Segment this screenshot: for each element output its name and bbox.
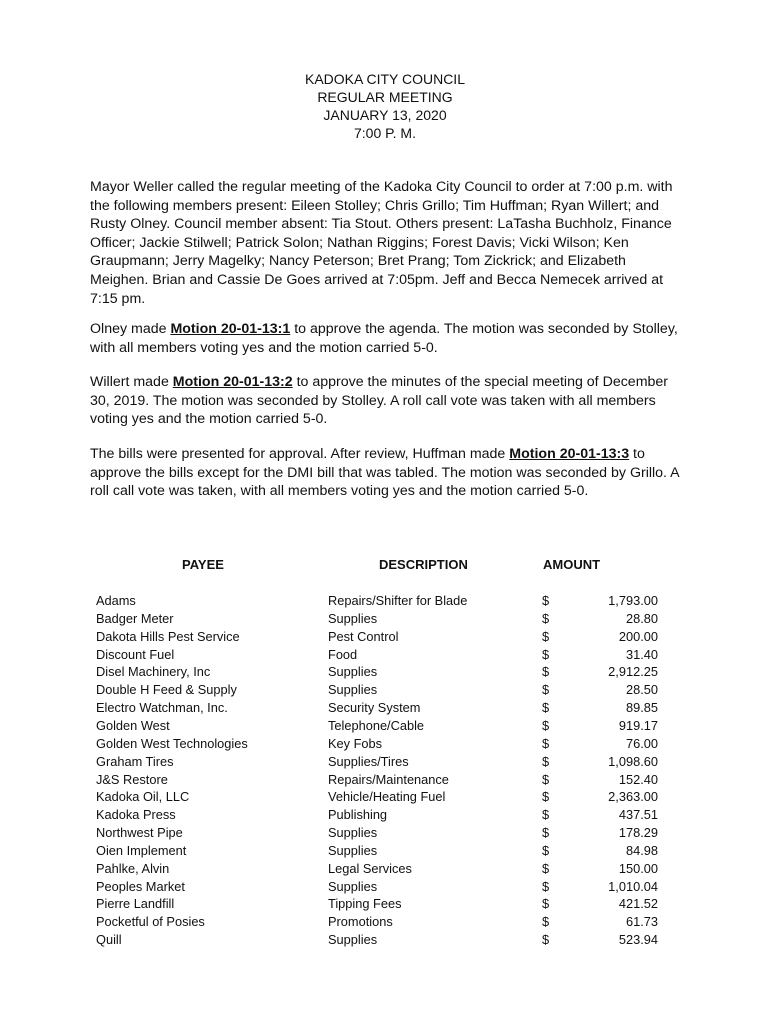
amount-cell: 28.80 (625, 610, 658, 626)
currency-symbol: $ (542, 700, 550, 716)
description-cell: Supplies (328, 610, 378, 626)
description-cell: Supplies (328, 682, 378, 698)
motion-2-number: Motion 20-01-13:2 (172, 374, 293, 390)
table-row (0, 806, 770, 824)
amount-cell: 1,793.00 (608, 593, 658, 608)
amount-cell: 919.17 (618, 717, 658, 733)
amount-column-header: AMOUNT (543, 557, 601, 572)
amount-cell: 61.73 (625, 914, 658, 930)
amount-cell: 2,912.25 (608, 664, 658, 680)
payee-cell: Quill (96, 932, 122, 948)
currency-symbol: $ (542, 932, 550, 948)
payee-cell: Oien Implement (96, 842, 187, 858)
meeting-time: 7:00 P. M. (353, 125, 416, 141)
description-cell: Legal Services (328, 860, 412, 876)
motion-2-paragraph (90, 373, 680, 429)
payee-cell: Golden West Technologies (96, 735, 248, 751)
payee-cell: Peoples Market (96, 878, 185, 894)
payee-cell: Adams (96, 593, 136, 608)
table-row (0, 717, 770, 735)
currency-symbol: $ (542, 914, 550, 930)
description-cell: Supplies (328, 932, 378, 948)
payee-cell: Kadoka Press (96, 807, 176, 823)
description-cell: Supplies/Tires (328, 753, 409, 769)
payee-cell: J&S Restore (96, 771, 168, 787)
currency-symbol: $ (542, 842, 550, 858)
table-row (0, 895, 770, 913)
meeting-title: REGULAR MEETING (317, 89, 453, 105)
amount-cell: 150.00 (618, 860, 658, 876)
currency-symbol: $ (542, 593, 550, 608)
currency-symbol: $ (542, 646, 550, 662)
description-cell: Pest Control (328, 628, 399, 644)
amount-cell: 152.40 (618, 771, 658, 787)
motion-3-number: Motion 20-01-13:3 (509, 446, 630, 462)
payee-cell: Badger Meter (96, 610, 174, 626)
amount-cell: 178.29 (618, 825, 658, 841)
payee-cell: Pocketful of Posies (96, 914, 205, 930)
description-cell: Publishing (328, 807, 388, 823)
org-title: KADOKA CITY COUNCIL (304, 71, 465, 87)
attendance-paragraph: Mayor Weller called the regular meeting of the Kadoka City Council to order at 7:00 p.m. with the following members present: Eileen Stolley; Chris Grillo; Tim Huffman; Ryan Willert; and Rusty Olney. Council member absent: Tia Stout. Others present: LaTasha Buchholz, Finance Officer; Jackie Stilwell; Patrick Solon; Nathan Riggins; Forest Davis; Vicki Wilson; Ken Graupmann; Jerry Magelky; Nancy Peterson; Bret Prang; Tom Zickrick; and Elizabeth Meighen. Brian and Cassie De Goes arrived at 7:05pm. Jeff and Becca Nemecek arrived at 7:15 pm. (90, 179, 673, 307)
payee-cell: Double H Feed & Supply (96, 682, 237, 698)
table-row (0, 878, 770, 896)
table-row (0, 735, 770, 753)
description-cell: Telephone/Cable (328, 717, 425, 733)
motion-3-text: to approve the bills except for the DMI bill that was tabled. The motion was seconded by Grillo. A roll call vote was taken, with all members voting yes and the motion carried 5-0. (90, 446, 679, 500)
table-row (0, 913, 770, 931)
payee-cell: Graham Tires (96, 753, 174, 769)
payee-cell: Golden West (96, 717, 170, 733)
motion-1-intro: Olney made (90, 321, 171, 337)
amount-cell: 437.51 (618, 807, 658, 823)
amount-cell: 89.85 (625, 700, 658, 716)
description-cell: Supplies (328, 825, 378, 841)
description-cell: Supplies (328, 842, 378, 858)
amount-cell: 523.94 (618, 932, 658, 948)
motion-2-text: to approve the minutes of the special meeting of December 30, 2019. The motion was seconded by Stolley. A roll call vote was taken with all members voting yes and the motion carried 5-0. (90, 374, 669, 428)
payee-cell: Pierre Landfill (96, 896, 175, 912)
description-cell: Promotions (328, 914, 393, 930)
payee-cell: Electro Watchman, Inc. (96, 700, 228, 716)
currency-symbol: $ (542, 878, 550, 894)
currency-symbol: $ (542, 664, 550, 680)
motion-2-intro: Willert made (90, 374, 173, 390)
currency-symbol: $ (542, 896, 550, 912)
table-row (0, 788, 770, 806)
document-header (0, 70, 770, 142)
payee-column-header: PAYEE (182, 557, 224, 572)
description-cell: Food (328, 646, 358, 662)
description-cell: Vehicle/Heating Fuel (328, 789, 446, 805)
table-row (0, 628, 770, 646)
amount-cell: 31.40 (625, 646, 658, 662)
table-row (0, 610, 770, 628)
currency-symbol: $ (542, 825, 550, 841)
payee-cell: Pahlke, Alvin (96, 860, 170, 876)
table-row (0, 860, 770, 878)
description-column-header: DESCRIPTION (379, 557, 468, 572)
amount-cell: 1,098.60 (608, 753, 658, 769)
amount-cell: 28.50 (625, 682, 658, 698)
currency-symbol: $ (542, 789, 550, 805)
table-row (0, 931, 770, 949)
payee-cell: Kadoka Oil, LLC (96, 789, 190, 805)
amount-cell: 84.98 (625, 842, 658, 858)
currency-symbol: $ (542, 735, 550, 751)
table-row (0, 753, 770, 771)
motion-1-number: Motion 20-01-13:1 (170, 321, 291, 337)
description-cell: Repairs/Shifter for Blade (328, 593, 468, 608)
payee-cell: Northwest Pipe (96, 825, 183, 841)
payee-cell: Disel Machinery, Inc (96, 664, 211, 680)
table-row (0, 663, 770, 681)
currency-symbol: $ (542, 628, 550, 644)
table-row (0, 699, 770, 717)
currency-symbol: $ (542, 771, 550, 787)
currency-symbol: $ (542, 682, 550, 698)
description-cell: Supplies (328, 878, 378, 894)
motion-3-intro: The bills were presented for approval. After review, Huffman made (90, 446, 510, 462)
table-row (0, 824, 770, 842)
motion-1-paragraph (90, 320, 680, 357)
table-row (0, 592, 770, 610)
payee-cell: Dakota Hills Pest Service (96, 628, 240, 644)
description-cell: Security System (328, 700, 421, 716)
amount-cell: 200.00 (618, 628, 658, 644)
motion-3-paragraph (90, 445, 680, 501)
currency-symbol: $ (542, 717, 550, 733)
amount-cell: 1,010.04 (608, 878, 658, 894)
table-row (0, 646, 770, 664)
description-cell: Repairs/Maintenance (328, 771, 449, 787)
table-row (0, 771, 770, 789)
currency-symbol: $ (542, 610, 550, 626)
meeting-date: JANUARY 13, 2020 (323, 107, 447, 123)
description-cell: Key Fobs (328, 735, 383, 751)
amount-cell: 2,363.00 (608, 789, 658, 805)
motion-1-text: to approve the agenda. The motion was seconded by Stolley, with all members voting yes and the motion carried 5-0. (90, 321, 678, 356)
table-row (0, 681, 770, 699)
amount-cell: 421.52 (618, 896, 658, 912)
payee-cell: Discount Fuel (96, 646, 175, 662)
amount-cell: 76.00 (625, 735, 658, 751)
description-cell: Tipping Fees (328, 896, 402, 912)
currency-symbol: $ (542, 860, 550, 876)
currency-symbol: $ (542, 753, 550, 769)
table-row (0, 842, 770, 860)
description-cell: Supplies (328, 664, 378, 680)
currency-symbol: $ (542, 807, 550, 823)
